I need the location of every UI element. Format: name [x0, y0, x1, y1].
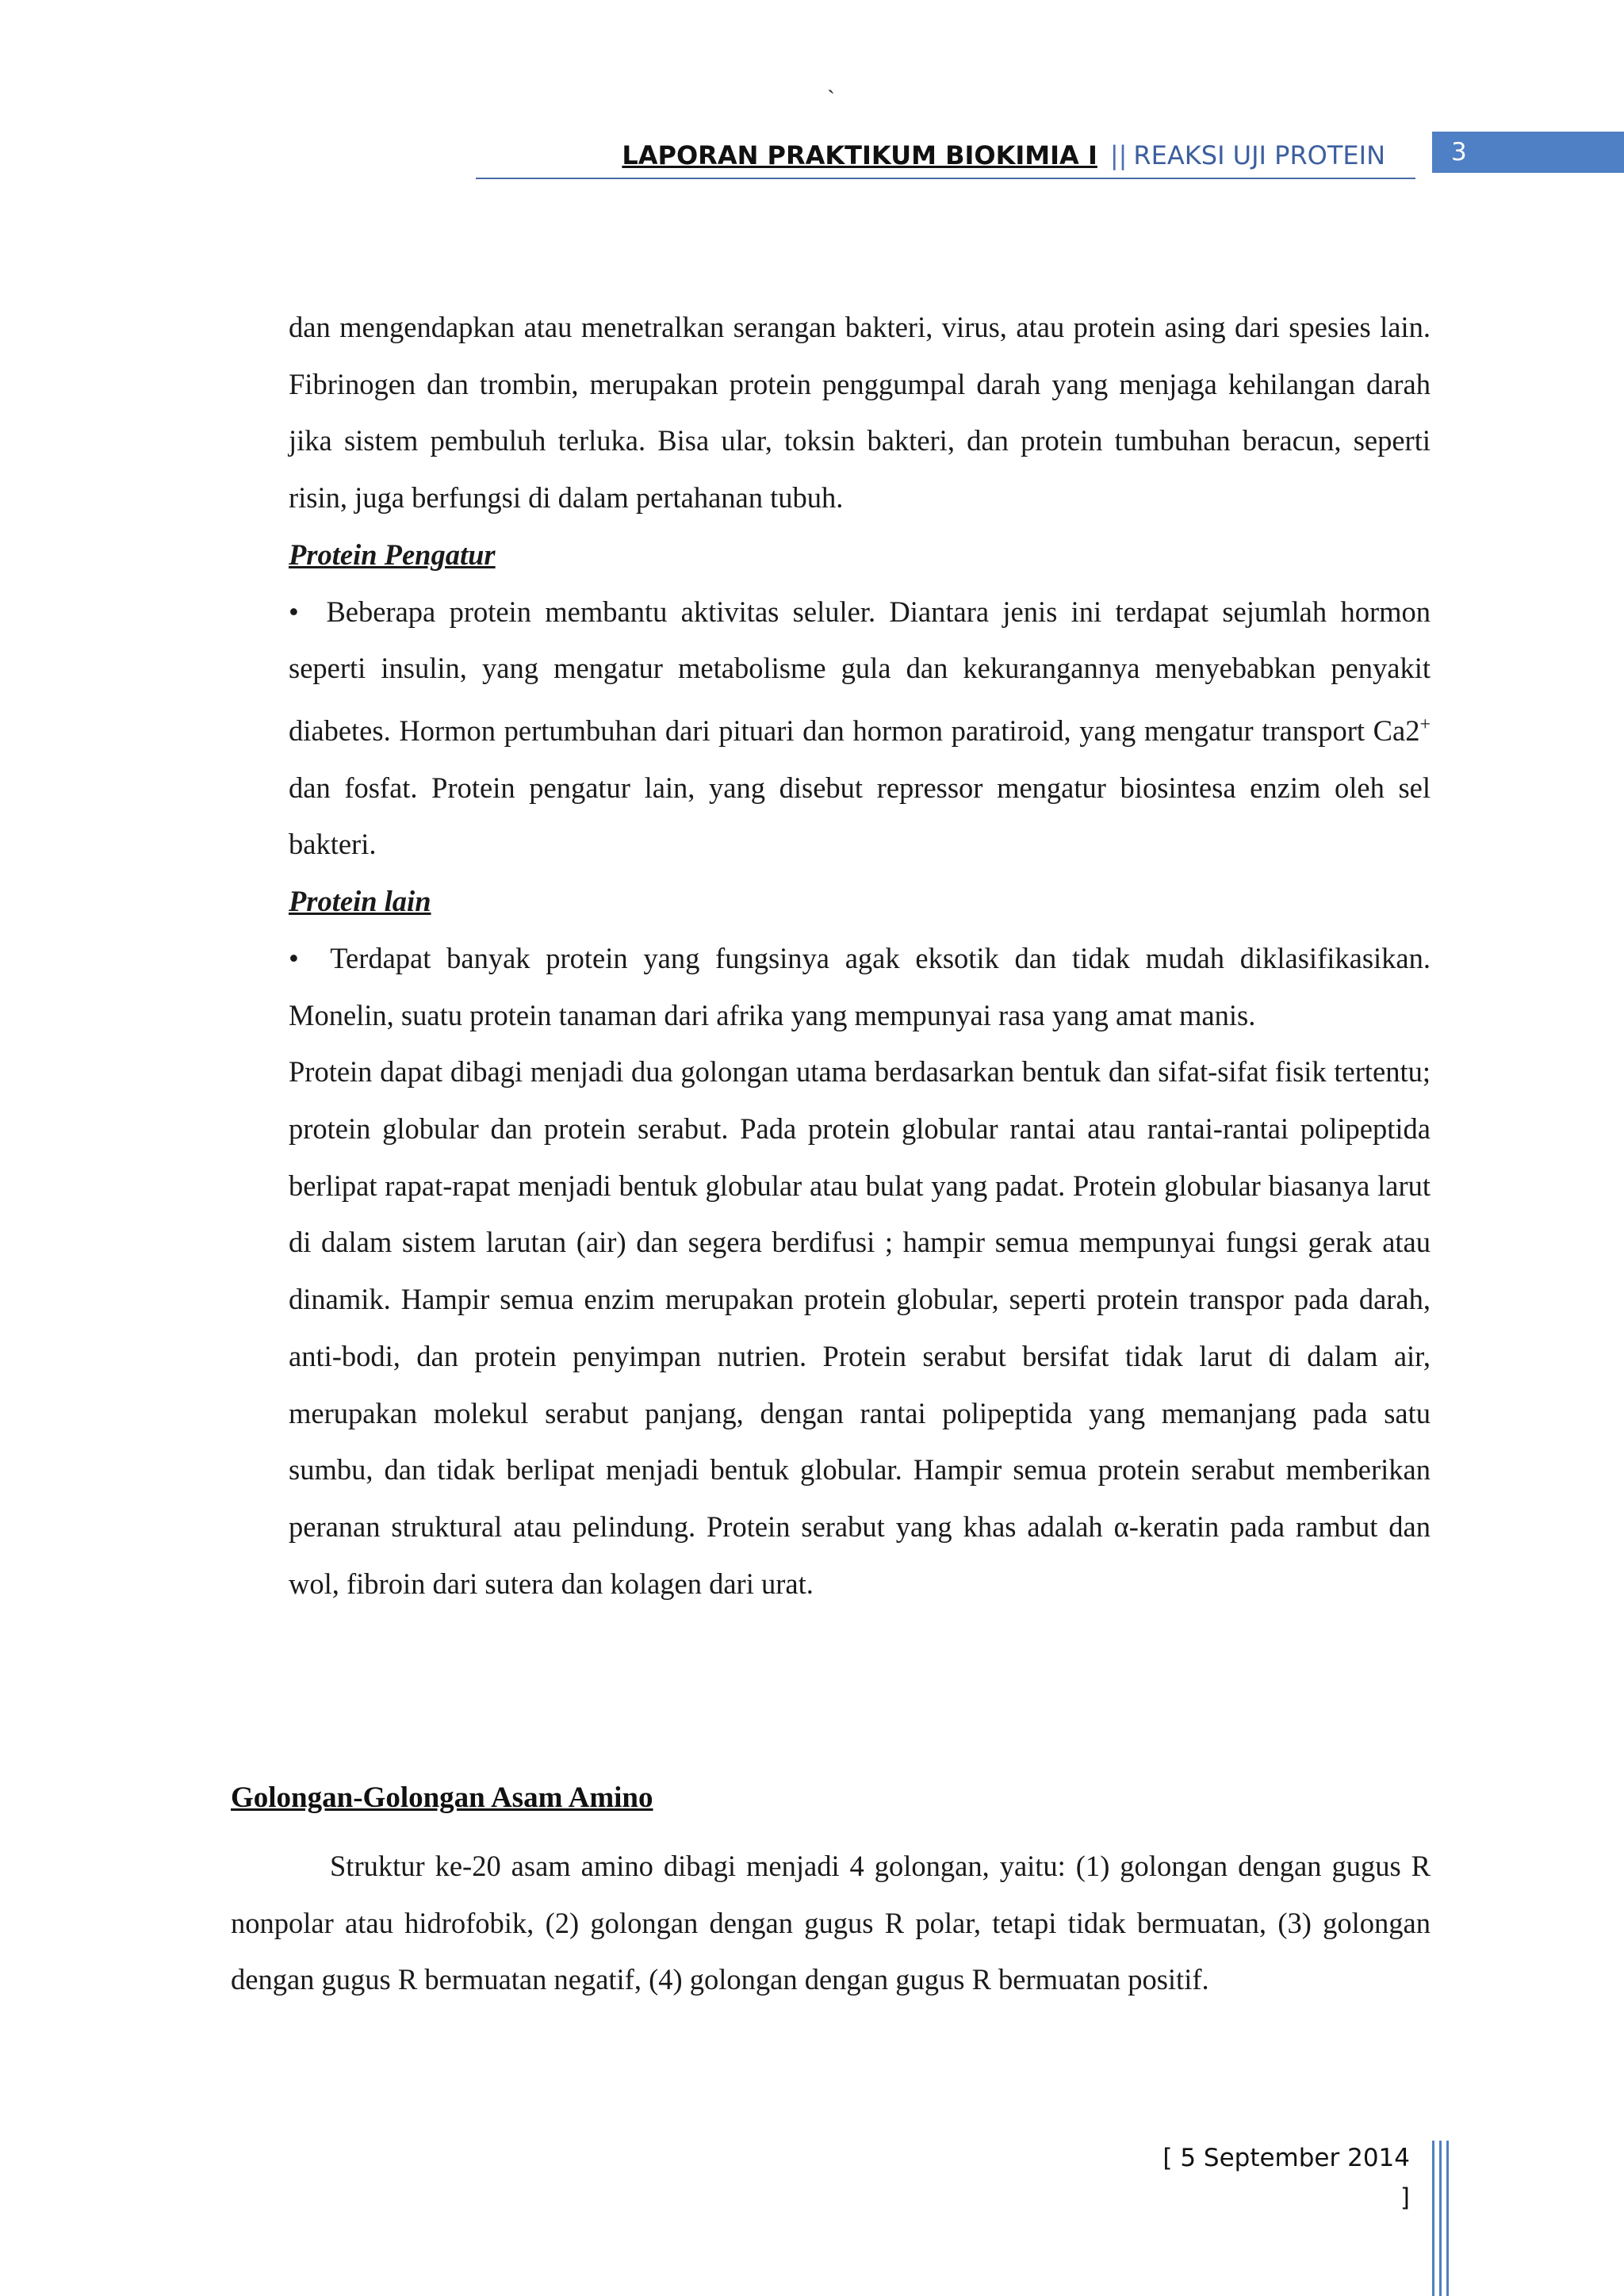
header-title: LAPORAN PRAKTIKUM BIOKIMIA I	[622, 140, 1097, 170]
subheading-protein-pengatur	[289, 526, 1431, 584]
section-heading-golongan-asam-amino: Golongan-Golongan Asam Amino	[231, 1781, 653, 1814]
bullet-text: Terdapat banyak protein yang fungsinya agak eksotik dan tidak mudah diklasifikasikan. Monelin, suatu protein tanaman dari afrika yang mempunyai rasa yang amat manis.	[289, 941, 1431, 1031]
paragraph-defense: dan mengendapkan atau menetralkan serangan bakteri, virus, atau protein asing dari spesies lain. Fibrinogen dan trombin, merupakan protein penggumpal darah yang menjaga kehilangan darah jika sistem pembuluh terluka. Bisa ular, toksin bakteri, dan protein tumbuhan beracun, seperti risin, juga berfungsi di dalam pertahanan tubuh.	[289, 311, 1431, 515]
page-number: 3	[1451, 138, 1467, 166]
bullet-text-b: dan fosfat. Protein pengatur lain, yang disebut repressor mengatur biosintesa enzim oleh sel bakteri.	[289, 771, 1431, 861]
header-subtitle: REAKSI UJI PROTEIN	[1133, 140, 1385, 170]
superscript-plus: +	[1419, 714, 1431, 735]
subheading-text: Protein Pengatur	[289, 538, 496, 571]
section-body	[231, 1838, 1431, 2008]
bullet-icon: •	[289, 595, 327, 628]
subheading-protein-lain	[289, 873, 1431, 930]
footer-rule-line	[1432, 2141, 1434, 2296]
subheading-text: Protein lain	[289, 885, 431, 918]
footer-rule-line	[1446, 2141, 1449, 2296]
bullet-icon: •	[289, 941, 331, 974]
bullet-protein-lain	[289, 930, 1431, 1043]
body-content	[289, 299, 1431, 1612]
paragraph-struktur-asam-amino: Struktur ke-20 asam amino dibagi menjadi 4 golongan, yaitu: (1) golongan dengan gugus R nonpolar atau hidrofobik, (2) golongan dengan gugus R polar, tetapi tidak bermuatan, (3) golongan dengan gugus R bermuatan negatif, (4) golongan dengan gugus R bermuatan positif.	[231, 1850, 1431, 1996]
header-tick-mark: `	[827, 86, 835, 112]
bullet-protein-pengatur	[289, 584, 1431, 874]
footer-date: [ 5 September 2014 ]	[1162, 2144, 1410, 2212]
bullet-text-a: Beberapa protein membantu aktivitas seluler. Diantara jenis ini terdapat sejumlah hormon seperti insulin, yang mengatur metabolisme gula dan kekurangannya menyebabkan penyakit diabetes. Hormon pertumbuhan dari pituari dan hormon paratiroid, yang mengatur transport Ca2	[289, 595, 1431, 748]
page-number-box	[1432, 132, 1624, 173]
paragraph-globular-serabut: Protein dapat dibagi menjadi dua golongan utama berdasarkan bentuk dan sifat-sifat fisik tertentu; protein globular dan protein serabut. Pada protein globular rantai atau rantai-rantai polipeptida berlipat rapat-rapat menjadi bentuk globular atau bulat yang padat. Protein globular biasanya larut di dalam sistem larutan (air) dan segera berdifusi ; hampir semua mempunyai fungsi gerak atau dinamik. Hampir semua enzim merupakan protein globular, seperti protein transpor pada darah, anti-bodi, dan protein penyimpan nutrien. Protein serabut bersifat tidak larut di dalam air, merupakan molekul serabut panjang, dengan rantai polipeptida yang memanjang pada satu sumbu, dan tidak berlipat menjadi bentuk globular. Hampir semua protein serabut memberikan peranan struktural atau pelindung. Protein serabut yang khas adalah α-keratin pada rambut dan wol, fibroin dari sutera dan kolagen dari urat.	[289, 1055, 1431, 1600]
page-header	[476, 133, 1415, 179]
header-separator: ||	[1109, 140, 1128, 170]
footer-rule-line	[1439, 2141, 1442, 2296]
